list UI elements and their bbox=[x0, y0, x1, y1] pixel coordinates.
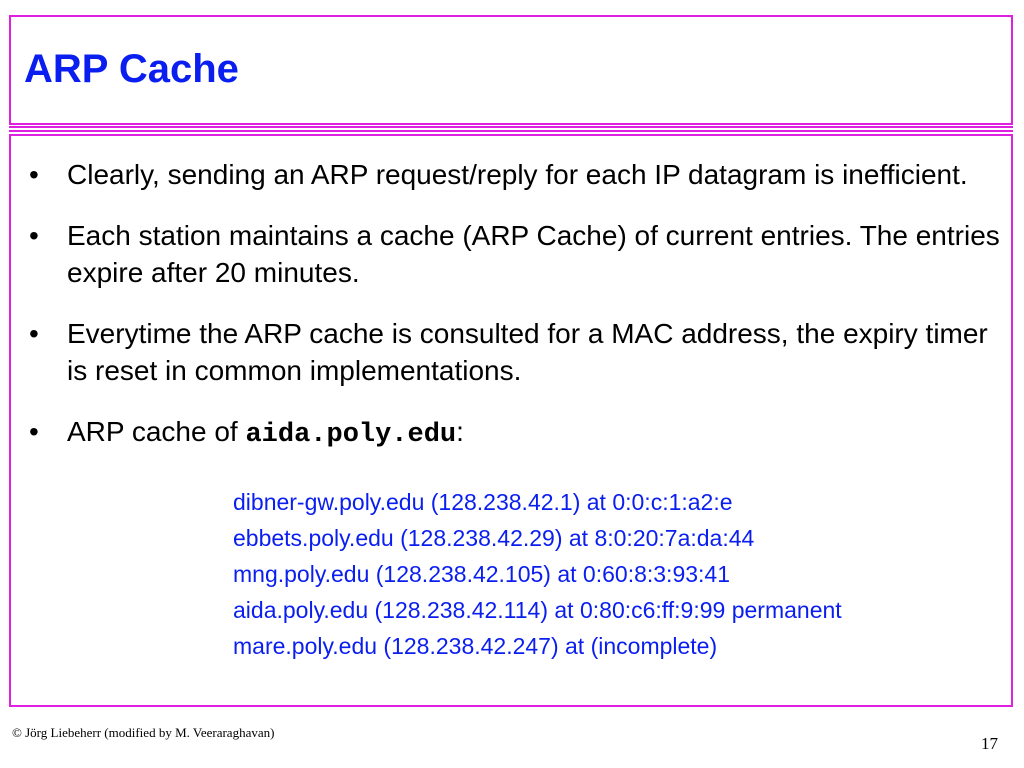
bullet-item bbox=[11, 413, 1007, 454]
host-name: aida.poly.edu bbox=[245, 420, 457, 450]
arp-cache-entry: dibner-gw.poly.edu (128.238.42.1) at 0:0:c:1:a2:e bbox=[233, 489, 733, 515]
bullet-text-suffix: : bbox=[456, 416, 464, 447]
arp-cache-entry: ebbets.poly.edu (128.238.42.29) at 8:0:20:7a:da:44 bbox=[233, 525, 755, 551]
bullet-item bbox=[11, 156, 1007, 193]
bullet-item bbox=[11, 315, 1007, 389]
slide-title: ARP Cache bbox=[24, 47, 239, 91]
bullet-text: Everytime the ARP cache is consulted for a MAC address, the expiry timer is reset in common implementations. bbox=[67, 318, 988, 386]
bullet-dot: • bbox=[29, 318, 39, 349]
bullet-text: Clearly, sending an ARP request/reply for each IP datagram is inefficient. bbox=[67, 159, 968, 190]
bullet-item bbox=[11, 217, 1007, 291]
bullet-dot: • bbox=[29, 159, 39, 190]
arp-cache-entry: mare.poly.edu (128.238.42.247) at (incomplete) bbox=[233, 633, 718, 659]
title-frame bbox=[9, 15, 1013, 125]
arp-cache-list bbox=[233, 484, 842, 664]
copyright-footer: © Jörg Liebeherr (modified by M. Veeraraghavan) bbox=[12, 725, 275, 740]
content-frame bbox=[9, 134, 1013, 707]
bullet-list bbox=[11, 156, 1007, 478]
bullet-text: Each station maintains a cache (ARP Cache) of current entries. The entries expire after 20 minutes. bbox=[67, 220, 1000, 288]
page-number: 17 bbox=[981, 734, 998, 753]
arp-cache-entry: mng.poly.edu (128.238.42.105) at 0:60:8:3:93:41 bbox=[233, 561, 731, 587]
bullet-dot: • bbox=[29, 416, 39, 447]
title-divider-bottom bbox=[9, 130, 1013, 132]
bullet-text-prefix: ARP cache of bbox=[67, 416, 246, 447]
bullet-dot: • bbox=[29, 220, 39, 251]
title-divider-top bbox=[9, 126, 1013, 128]
arp-cache-entry: aida.poly.edu (128.238.42.114) at 0:80:c6:ff:9:99 permanent bbox=[233, 597, 842, 623]
